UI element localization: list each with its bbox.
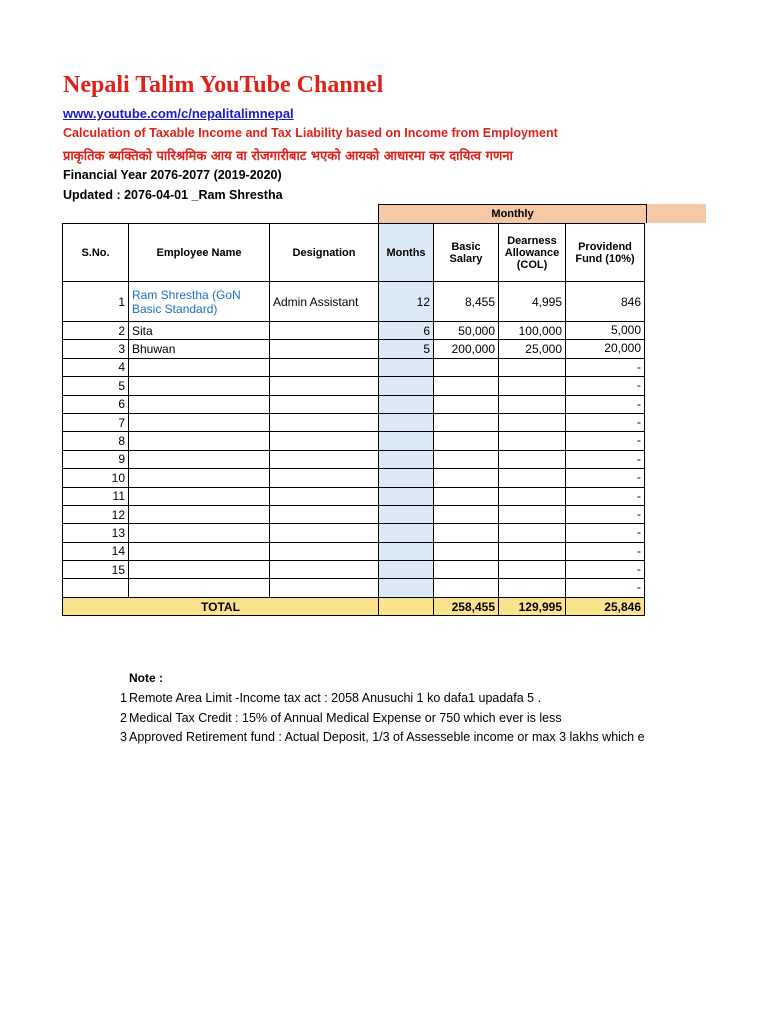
cell-sno[interactable]: 6 <box>63 395 129 413</box>
financial-year: Financial Year 2076-2077 (2019-2020) <box>63 168 282 182</box>
cell-provident-fund[interactable]: - <box>566 505 645 523</box>
updated-info: Updated : 2076-04-01 _Ram Shrestha <box>63 188 283 202</box>
header-designation[interactable]: Designation <box>270 224 379 282</box>
cell-basic-salary[interactable]: 200,000 <box>434 340 499 358</box>
header-employee-name[interactable]: Employee Name <box>129 224 270 282</box>
total-basic-salary[interactable]: 258,455 <box>434 597 499 615</box>
total-label: TOTAL <box>63 597 379 615</box>
cell-sno[interactable]: 15 <box>63 561 129 579</box>
cell-provident-fund[interactable]: - <box>566 450 645 468</box>
page-title: Nepali Talim YouTube Channel <box>63 72 384 98</box>
cell-provident-fund[interactable]: - <box>566 395 645 413</box>
cell-provident-fund[interactable]: - <box>566 377 645 395</box>
cell-sno[interactable]: 1 <box>63 282 129 322</box>
header-sno[interactable]: S.No. <box>63 224 129 282</box>
cell-sno[interactable]: 11 <box>63 487 129 505</box>
cell-basic-salary[interactable]: 8,455 <box>434 282 499 322</box>
note-item <box>118 730 645 744</box>
monthly-group-label: Monthly <box>378 204 647 223</box>
cell-sno[interactable]: 5 <box>63 377 129 395</box>
cell-provident-fund[interactable]: 846 <box>566 282 645 322</box>
cell-provident-fund[interactable]: - <box>566 487 645 505</box>
header-basic-salary[interactable]: Basic Salary <box>434 224 499 282</box>
cell-provident-fund[interactable]: 20,000 <box>566 340 645 358</box>
note-number: 3 <box>120 730 127 744</box>
header-months[interactable]: Months <box>379 224 434 282</box>
notes-heading: Note : <box>129 671 163 685</box>
cell-months[interactable]: 5 <box>379 340 434 358</box>
cell-sno[interactable]: 12 <box>63 505 129 523</box>
cell-sno[interactable]: 8 <box>63 432 129 450</box>
cell-provident-fund[interactable]: - <box>566 579 645 597</box>
cell-employee-name[interactable]: Ram Shrestha (GoN Basic Standard) <box>129 282 270 322</box>
note-number: 1 <box>120 691 127 705</box>
cell-sno[interactable]: 7 <box>63 413 129 431</box>
youtube-link[interactable]: www.youtube.com/c/nepalitalimnepal <box>63 106 294 121</box>
cell-sno[interactable]: 14 <box>63 542 129 560</box>
cell-sno[interactable]: 9 <box>63 450 129 468</box>
cell-sno[interactable]: 4 <box>63 358 129 376</box>
cell-months[interactable]: 12 <box>379 282 434 322</box>
cell-dearness-allowance[interactable]: 25,000 <box>499 340 566 358</box>
cell-provident-fund[interactable]: - <box>566 561 645 579</box>
subtitle-nepali: प्राकृतिक ब्यक्तिको पारिश्रमिक आय वा रोजगारीबाट भएको आयको आधारमा कर दायित्व गणना <box>63 149 513 164</box>
note-item <box>118 711 562 725</box>
header-provident-fund[interactable]: Providend Fund (10%) <box>566 224 645 282</box>
cell-dearness-allowance[interactable]: 4,995 <box>499 282 566 322</box>
note-number: 2 <box>120 711 127 725</box>
note-text: Remote Area Limit -Income tax act : 2058 Anusuchi 1 ko dafa1 upadafa 5 . <box>129 691 542 705</box>
cell-provident-fund[interactable]: - <box>566 432 645 450</box>
cell-provident-fund[interactable]: - <box>566 358 645 376</box>
cell-provident-fund[interactable]: - <box>566 524 645 542</box>
total-dearness-allowance[interactable]: 129,995 <box>499 597 566 615</box>
cell-designation[interactable]: Admin Assistant <box>270 282 379 322</box>
cell-months[interactable]: 6 <box>379 322 434 340</box>
cell-dearness-allowance[interactable]: 100,000 <box>499 322 566 340</box>
cell-basic-salary[interactable]: 50,000 <box>434 322 499 340</box>
cell-sno[interactable]: 13 <box>63 524 129 542</box>
cell-sno[interactable]: 10 <box>63 469 129 487</box>
cell-provident-fund[interactable]: - <box>566 413 645 431</box>
cell-provident-fund[interactable]: - <box>566 542 645 560</box>
total-provident-fund[interactable]: 25,846 <box>566 597 645 615</box>
note-item <box>118 691 541 705</box>
note-text: Medical Tax Credit : 15% of Annual Medical Expense or 750 which ever is less <box>129 711 562 725</box>
subtitle-english: Calculation of Taxable Income and Tax Liability based on Income from Employment <box>63 126 558 140</box>
note-text: Approved Retirement fund : Actual Deposit, 1/3 of Assesseble income or max 3 lakhs which e <box>129 730 645 744</box>
cell-provident-fund[interactable]: 5,000 <box>566 322 645 340</box>
cell-employee-name[interactable]: Bhuwan <box>129 340 270 358</box>
header-dearness-allowance[interactable]: Dearness Allowance (COL) <box>499 224 566 282</box>
cell-sno[interactable]: 2 <box>63 322 129 340</box>
cell-sno[interactable]: 3 <box>63 340 129 358</box>
cell-provident-fund[interactable]: - <box>566 469 645 487</box>
cell-employee-name[interactable]: Sita <box>129 322 270 340</box>
